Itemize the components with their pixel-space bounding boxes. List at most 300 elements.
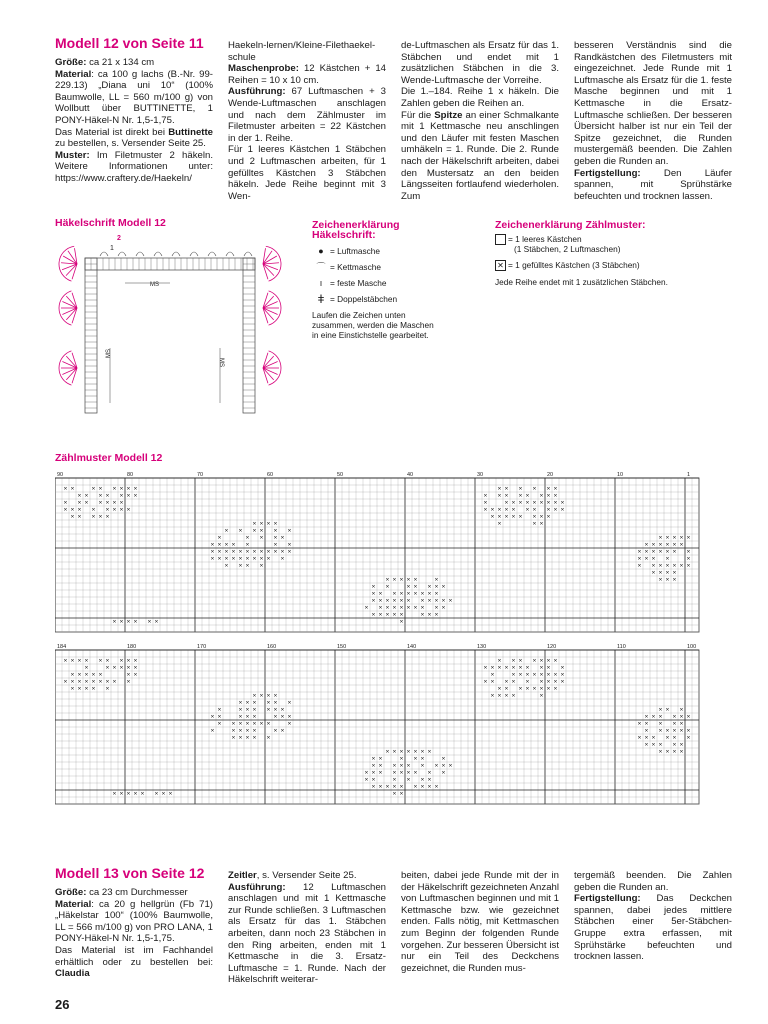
- filled-cell-mark: ×: [672, 734, 677, 742]
- filled-cell-mark: ×: [518, 657, 523, 665]
- filled-cell-mark: ×: [686, 734, 691, 742]
- filled-cell-mark: ×: [252, 734, 257, 742]
- filled-cell-mark: ×: [119, 499, 124, 507]
- filled-cell-mark: ×: [63, 499, 68, 507]
- filled-cell-mark: ×: [483, 506, 488, 514]
- filled-cell-mark: ×: [672, 562, 677, 570]
- ms-label-top: MS: [150, 282, 159, 288]
- filled-cell-mark: ×: [483, 664, 488, 672]
- filled-cell-mark: ×: [518, 513, 523, 521]
- filled-cell-mark: ×: [637, 548, 642, 556]
- filled-cell-mark: ×: [126, 671, 131, 679]
- filled-cell-mark: ×: [672, 534, 677, 542]
- filled-cell-mark: ×: [287, 548, 292, 556]
- filled-cell-mark: ×: [245, 720, 250, 728]
- filled-cell-mark: ×: [518, 492, 523, 500]
- filled-cell-mark: ×: [420, 755, 425, 763]
- filled-cell-mark: ×: [658, 727, 663, 735]
- filled-cell-mark: ×: [553, 671, 558, 679]
- filled-cell-mark: ×: [266, 706, 271, 714]
- filled-cell-mark: ×: [280, 555, 285, 563]
- filled-cell-mark: ×: [665, 555, 670, 563]
- filled-cell-mark: ×: [420, 611, 425, 619]
- filled-cell-mark: ×: [546, 657, 551, 665]
- filled-cell-mark: ×: [70, 513, 75, 521]
- filled-cell-mark: ×: [259, 562, 264, 570]
- filled-cell-mark: ×: [658, 713, 663, 721]
- filled-cell-mark: ×: [511, 513, 516, 521]
- filled-cell-mark: ×: [399, 769, 404, 777]
- filled-cell-mark: ×: [406, 590, 411, 598]
- filled-cell-mark: ×: [427, 776, 432, 784]
- filled-cell-mark: ×: [98, 485, 103, 493]
- filled-cell-mark: ×: [553, 657, 558, 665]
- filled-cell-mark: ×: [420, 776, 425, 784]
- filled-cell-mark: ×: [399, 790, 404, 798]
- haekelschrift-title: Häkelschrift Modell 12: [55, 217, 166, 229]
- filled-cell-mark: ×: [210, 548, 215, 556]
- filled-cell-mark: ×: [434, 604, 439, 612]
- filled-cell-mark: ×: [392, 776, 397, 784]
- filled-cell-mark: ×: [287, 541, 292, 549]
- filled-cell-mark: ×: [525, 499, 530, 507]
- filled-cell-mark: ×: [70, 506, 75, 514]
- filled-cell-mark: ×: [280, 534, 285, 542]
- filled-cell-mark: ×: [511, 506, 516, 514]
- filled-cell-mark: ×: [378, 769, 383, 777]
- filled-cell-mark: ×: [637, 562, 642, 570]
- filled-cell-mark: ×: [511, 678, 516, 686]
- arc-icon: ⌒: [316, 262, 326, 272]
- filled-cell-mark: ×: [672, 576, 677, 584]
- filled-cell-mark: ×: [371, 776, 376, 784]
- filled-cell-mark: ×: [644, 541, 649, 549]
- filled-cell-mark: ×: [371, 755, 376, 763]
- filled-cell-mark: ×: [259, 720, 264, 728]
- filled-cell-mark: ×: [245, 555, 250, 563]
- filled-cell-mark: ×: [483, 678, 488, 686]
- x-box-icon: ✕: [495, 260, 506, 271]
- filled-cell-mark: ×: [273, 699, 278, 707]
- filled-cell-mark: ×: [539, 492, 544, 500]
- filled-cell-mark: ×: [672, 713, 677, 721]
- zaehlmuster-top-grid: [55, 468, 703, 638]
- filled-cell-mark: ×: [238, 548, 243, 556]
- filled-cell-mark: ×: [672, 748, 677, 756]
- filled-cell-mark: ×: [399, 618, 404, 626]
- filled-cell-mark: ×: [637, 555, 642, 563]
- filled-cell-mark: ×: [217, 534, 222, 542]
- filled-cell-mark: ×: [504, 692, 509, 700]
- filled-cell-mark: ×: [546, 513, 551, 521]
- filled-cell-mark: ×: [546, 671, 551, 679]
- filled-cell-mark: ×: [511, 664, 516, 672]
- filled-cell-mark: ×: [252, 548, 257, 556]
- filled-cell-mark: ×: [63, 678, 68, 686]
- filled-cell-mark: ×: [126, 492, 131, 500]
- filled-cell-mark: ×: [70, 685, 75, 693]
- filled-cell-mark: ×: [84, 671, 89, 679]
- filled-cell-mark: ×: [266, 720, 271, 728]
- filled-cell-mark: ×: [406, 762, 411, 770]
- model13-col4: [574, 870, 732, 963]
- filled-cell-mark: ×: [539, 685, 544, 693]
- filled-cell-mark: ×: [434, 583, 439, 591]
- row-number-label: 150: [337, 644, 347, 650]
- filled-cell-mark: ×: [238, 555, 243, 563]
- filled-cell-mark: ×: [105, 513, 110, 521]
- filled-cell-mark: ×: [98, 499, 103, 507]
- filled-cell-mark: ×: [539, 692, 544, 700]
- filled-cell-mark: ×: [385, 583, 390, 591]
- filled-cell-mark: ×: [385, 604, 390, 612]
- filled-cell-mark: ×: [126, 790, 131, 798]
- empty-box-icon: [495, 234, 506, 245]
- row-number-label: 50: [337, 472, 344, 478]
- filled-cell-mark: ×: [518, 499, 523, 507]
- filled-cell-mark: ×: [112, 499, 117, 507]
- filled-cell-mark: ×: [553, 485, 558, 493]
- filled-cell-mark: ×: [252, 527, 257, 535]
- filled-cell-mark: ×: [147, 618, 152, 626]
- filled-cell-mark: ×: [546, 678, 551, 686]
- filled-cell-mark: ×: [560, 664, 565, 672]
- filled-cell-mark: ×: [224, 562, 229, 570]
- filled-cell-mark: ×: [133, 492, 138, 500]
- filled-cell-mark: ×: [546, 685, 551, 693]
- filled-cell-mark: ×: [392, 762, 397, 770]
- filled-cell-mark: ×: [252, 720, 257, 728]
- filled-cell-mark: ×: [406, 576, 411, 584]
- m13-size-line: Größe: ca 23 cm Durchmesser: [55, 887, 188, 898]
- filled-cell-mark: ×: [546, 664, 551, 672]
- filled-cell-mark: ×: [497, 685, 502, 693]
- filled-cell-mark: ×: [77, 513, 82, 521]
- filled-cell-mark: ×: [504, 685, 509, 693]
- row-number-label: 60: [267, 472, 274, 478]
- filled-cell-mark: ×: [259, 548, 264, 556]
- filled-cell-mark: ×: [112, 790, 117, 798]
- filled-cell-mark: ×: [266, 555, 271, 563]
- filled-cell-mark: ×: [91, 513, 96, 521]
- legend-item-luftmasche: ● = Luftmasche: [312, 246, 462, 256]
- filled-cell-mark: ×: [245, 713, 250, 721]
- filled-cell-mark: ×: [441, 597, 446, 605]
- filled-cell-mark: ×: [217, 713, 222, 721]
- filled-cell-mark: ×: [644, 734, 649, 742]
- page-number: 26: [55, 997, 70, 1012]
- filled-cell-mark: ×: [413, 755, 418, 763]
- filled-cell-mark: ×: [406, 769, 411, 777]
- zaehlmuster-title: Zählmuster Modell 12: [55, 452, 163, 464]
- filled-cell-mark: ×: [637, 734, 642, 742]
- filled-cell-mark: ×: [112, 678, 117, 686]
- filled-cell-mark: ×: [553, 685, 558, 693]
- filled-cell-mark: ×: [392, 590, 397, 598]
- filled-cell-mark: ×: [126, 678, 131, 686]
- filled-cell-mark: ×: [651, 713, 656, 721]
- filled-cell-mark: ×: [553, 678, 558, 686]
- filled-cell-mark: ×: [448, 762, 453, 770]
- m13-ausfuehrung-line: Ausführung: 12 Luftmaschen anschlagen und mit 1 Kettmasche zur Runde schließen. 3 Luftmaschen als Ersatz für das 1. Stäbchen arbeiten, dann noch 23 Stäbchen in den Ring arbeiten, enden mit 1 Kettmasche in die 3. Ersatz-Luftmasche = 1. Runde. Nach der Häkelschrift weiterar-: [228, 881, 386, 986]
- filled-cell-mark: ×: [651, 741, 656, 749]
- filled-cell-mark: ×: [70, 485, 75, 493]
- filled-cell-mark: ×: [161, 790, 166, 798]
- row-number-label: 110: [617, 644, 626, 650]
- filled-cell-mark: ×: [231, 548, 236, 556]
- filled-cell-mark: ×: [280, 706, 285, 714]
- filled-cell-mark: ×: [658, 576, 663, 584]
- filled-cell-mark: ×: [504, 485, 509, 493]
- size-line: Größe: ca 21 x 134 cm: [55, 57, 155, 68]
- filled-cell-mark: ×: [84, 685, 89, 693]
- filled-cell-mark: ×: [504, 506, 509, 514]
- filled-cell-mark: ×: [644, 727, 649, 735]
- filled-cell-mark: ×: [105, 678, 110, 686]
- filled-cell-mark: ×: [497, 485, 502, 493]
- filled-cell-mark: ×: [133, 657, 138, 665]
- row-number-label: 40: [407, 472, 414, 478]
- filled-cell-mark: ×: [651, 541, 656, 549]
- filled-cell-mark: ×: [497, 664, 502, 672]
- filled-cell-mark: ×: [133, 790, 138, 798]
- filled-cell-mark: ×: [126, 664, 131, 672]
- filled-cell-mark: ×: [665, 534, 670, 542]
- filled-cell-mark: ×: [273, 548, 278, 556]
- filled-cell-mark: ×: [532, 499, 537, 507]
- filled-cell-mark: ×: [98, 657, 103, 665]
- filled-cell-mark: ×: [392, 748, 397, 756]
- filled-cell-mark: ×: [399, 755, 404, 763]
- filled-cell-mark: ×: [434, 597, 439, 605]
- filled-cell-mark: ×: [238, 720, 243, 728]
- filled-cell-mark: ×: [140, 790, 145, 798]
- filled-cell-mark: ×: [651, 562, 656, 570]
- filled-cell-mark: ×: [273, 713, 278, 721]
- row-number-label: 140: [407, 644, 417, 650]
- filled-cell-mark: ×: [378, 590, 383, 598]
- filled-cell-mark: ×: [420, 597, 425, 605]
- filled-cell-mark: ×: [364, 604, 369, 612]
- filled-cell-mark: ×: [231, 720, 236, 728]
- filled-cell-mark: ×: [364, 776, 369, 784]
- filled-cell-mark: ×: [287, 527, 292, 535]
- filled-cell-mark: ×: [385, 576, 390, 584]
- filled-cell-mark: ×: [245, 534, 250, 542]
- filled-cell-mark: ×: [504, 664, 509, 672]
- filled-cell-mark: ×: [392, 597, 397, 605]
- filled-cell-mark: ×: [644, 720, 649, 728]
- filled-cell-mark: ×: [532, 485, 537, 493]
- filled-cell-mark: ×: [686, 562, 691, 570]
- filled-cell-mark: ×: [231, 734, 236, 742]
- filled-cell-mark: ×: [441, 769, 446, 777]
- filled-cell-mark: ×: [399, 783, 404, 791]
- filled-cell-mark: ×: [105, 685, 110, 693]
- filled-cell-mark: ×: [238, 713, 243, 721]
- filled-cell-mark: ×: [511, 671, 516, 679]
- model12-col1: [55, 35, 213, 185]
- filled-cell-mark: ×: [273, 534, 278, 542]
- filled-cell-mark: ×: [364, 769, 369, 777]
- row-number-label: 100: [687, 644, 697, 650]
- filled-cell-mark: ×: [77, 506, 82, 514]
- m13-material-line: Material: ca 20 g hellgrün (Fb 71) „Häkelstar 100“ (100% Baumwolle, LL = 566 m/100 g) von PRO LANA, 1 PONY-Häkel-N Nr. 1,5-1,75.: [55, 898, 213, 945]
- muster-line: Muster: Im Filetmuster 2 häkeln. Weitere Informationen unter: https://www.craftery.de/Haekeln/: [55, 149, 213, 184]
- filled-cell-mark: ×: [238, 562, 243, 570]
- filled-cell-mark: ×: [679, 562, 684, 570]
- filled-cell-mark: ×: [385, 783, 390, 791]
- filled-cell-mark: ×: [658, 748, 663, 756]
- filled-cell-mark: ×: [231, 541, 236, 549]
- legend-zaehl-title: Zeichenerklärung Zählmuster:: [495, 219, 646, 231]
- filled-cell-mark: ×: [406, 776, 411, 784]
- filled-cell-mark: ×: [385, 611, 390, 619]
- filled-cell-mark: ×: [252, 706, 257, 714]
- filled-cell-mark: ×: [399, 762, 404, 770]
- haekelschrift-diagram: [55, 228, 285, 418]
- filled-cell-mark: ×: [427, 783, 432, 791]
- filled-cell-mark: ×: [644, 741, 649, 749]
- filled-cell-mark: ×: [518, 685, 523, 693]
- filled-cell-mark: ×: [539, 513, 544, 521]
- filled-cell-mark: ×: [490, 671, 495, 679]
- filled-cell-mark: ×: [392, 604, 397, 612]
- zaehlmuster-bottom-grid: [55, 640, 703, 815]
- filled-cell-mark: ×: [399, 748, 404, 756]
- legend-item-kettmasche: ⌒ = Kettmasche: [312, 262, 462, 272]
- filled-cell-mark: ×: [70, 678, 75, 686]
- filled-cell-mark: ×: [434, 611, 439, 619]
- legend-note: Laufen die Zeichen unten zusammen, werden die Maschen in eine Einstichstelle gearbeitet.: [312, 310, 434, 340]
- wende-line: de-Luftmaschen als Ersatz für das 1. Stäbchen und endet mit 1 zusätzlichen Stäbchen in die 3. Wende-Luftmasche der Vorreihe.: [401, 40, 559, 86]
- filled-cell-mark: ×: [504, 513, 509, 521]
- filled-cell-mark: ×: [490, 692, 495, 700]
- filled-cell-mark: ×: [434, 762, 439, 770]
- filled-cell-mark: ×: [259, 527, 264, 535]
- filled-cell-mark: ×: [371, 762, 376, 770]
- filled-cell-mark: ×: [427, 583, 432, 591]
- filled-cell-mark: ×: [105, 664, 110, 672]
- filled-cell-mark: ×: [273, 706, 278, 714]
- filled-cell-mark: ×: [679, 713, 684, 721]
- filled-cell-mark: ×: [154, 618, 159, 626]
- filled-cell-mark: ×: [679, 706, 684, 714]
- filled-cell-mark: ×: [238, 699, 243, 707]
- filled-cell-mark: ×: [84, 664, 89, 672]
- filled-cell-mark: ×: [651, 555, 656, 563]
- filled-cell-mark: ×: [686, 727, 691, 735]
- filled-cell-mark: ×: [245, 699, 250, 707]
- filled-cell-mark: ×: [259, 520, 264, 528]
- round-number-2: 2: [117, 235, 121, 242]
- filled-cell-mark: ×: [658, 741, 663, 749]
- row-number-label: 80: [127, 472, 134, 478]
- filled-cell-mark: ×: [490, 513, 495, 521]
- filled-cell-mark: ×: [63, 657, 68, 665]
- filled-cell-mark: ×: [560, 506, 565, 514]
- filled-cell-mark: ×: [210, 713, 215, 721]
- filled-cell-mark: ×: [91, 678, 96, 686]
- filled-cell-mark: ×: [119, 664, 124, 672]
- filled-cell-mark: ×: [70, 657, 75, 665]
- filled-cell-mark: ×: [252, 727, 257, 735]
- filled-cell-mark: ×: [378, 597, 383, 605]
- filled-cell-mark: ×: [231, 727, 236, 735]
- row-number-label: 120: [547, 644, 557, 650]
- filled-cell-mark: ×: [658, 541, 663, 549]
- filled-cell-mark: ×: [665, 706, 670, 714]
- filled-cell-mark: ×: [686, 548, 691, 556]
- filled-cell-mark: ×: [560, 499, 565, 507]
- filled-cell-mark: ×: [658, 562, 663, 570]
- filled-cell-mark: ×: [273, 727, 278, 735]
- filled-cell-mark: ×: [532, 657, 537, 665]
- model13-heading: Modell 13 von Seite 12: [55, 865, 205, 881]
- filled-cell-mark: ×: [105, 506, 110, 514]
- filled-cell-mark: ×: [504, 678, 509, 686]
- filled-cell-mark: ×: [525, 506, 530, 514]
- filled-cell-mark: ×: [217, 720, 222, 728]
- filled-cell-mark: ×: [287, 713, 292, 721]
- filled-cell-mark: ×: [91, 506, 96, 514]
- m13-fertigstellung-line: Fertigstellung: Das Deckchen spannen, dabei jedes mittlere Stäbchen einer 5er-Stäbchen-Gruppe extra erfassen, mit Sprühstärke befeuchten und trocknen lassen.: [574, 893, 732, 963]
- filled-cell-mark: ×: [105, 499, 110, 507]
- filled-cell-mark: ×: [518, 664, 523, 672]
- filled-cell-mark: ×: [287, 720, 292, 728]
- row-number-label: 10: [617, 472, 624, 478]
- filled-cell-mark: ×: [399, 604, 404, 612]
- filled-cell-mark: ×: [245, 541, 250, 549]
- filled-cell-mark: ×: [651, 569, 656, 577]
- legend-item-x-box: ✕ = 1 gefülltes Kästchen (3 Stäbchen): [495, 260, 725, 271]
- row-number-label: 30: [477, 472, 484, 478]
- filled-cell-mark: ×: [371, 590, 376, 598]
- fertigstellung-line: Fertigstellung: Den Läufer spannen, mit Sprühstärke befeuchten und trocknen lassen.: [574, 167, 732, 202]
- filled-cell-mark: ×: [378, 755, 383, 763]
- filled-cell-mark: ×: [427, 590, 432, 598]
- randkaestchen-text: besseren Verständnis sind die Randkästchen des Filetmusters mit eingezeichnet. Jede Runde mit 1 Luftmasche als Ersatz für die 1. feste Masche beginnen und mit 1 Kettmasche in die Ersatz-Luftmasche schließen. Der besseren Übersicht halber ist nur ein Teil der Spitze gezeichnet, die Runden mustergemäß beenden. Die Zahlen geben die Runden an.: [574, 40, 732, 167]
- filled-cell-mark: ×: [686, 555, 691, 563]
- filled-cell-mark: ×: [679, 541, 684, 549]
- filled-cell-mark: ×: [413, 748, 418, 756]
- filled-cell-mark: ×: [105, 492, 110, 500]
- filled-cell-mark: ×: [133, 485, 138, 493]
- filled-cell-mark: ×: [252, 692, 257, 700]
- filled-cell-mark: ×: [672, 548, 677, 556]
- maschenprobe-line: Maschenprobe: 12 Kästchen + 14 Reihen = 10 x 10 cm.: [228, 63, 386, 86]
- model12-col3: [401, 40, 559, 202]
- filled-cell-mark: ×: [224, 527, 229, 535]
- filled-cell-mark: ×: [280, 713, 285, 721]
- filled-cell-mark: ×: [238, 734, 243, 742]
- filled-cell-mark: ×: [644, 555, 649, 563]
- filled-cell-mark: ×: [434, 576, 439, 584]
- filled-cell-mark: ×: [392, 769, 397, 777]
- reihen-line: Die 1.–184. Reihe 1 x häkeln. Die Zahlen geben die Reihen an.: [401, 86, 559, 109]
- filled-cell-mark: ×: [560, 678, 565, 686]
- spitze-line: Für die Spitze an einer Schmalkante mit 1 Kettmasche neu anschlingen und den Läufer mit festen Maschen umhäkeln = 1. Runde. Die 2. Runde nach der Häkelschrift arbeiten, dabei den Mustersatz an den beiden Längsseiten fortlaufend wiederholen. Zum: [401, 109, 559, 202]
- filled-cell-mark: ×: [658, 720, 663, 728]
- filled-cell-mark: ×: [126, 618, 131, 626]
- row-number-label: 90: [57, 472, 64, 478]
- filled-cell-mark: ×: [245, 706, 250, 714]
- filled-cell-mark: ×: [217, 548, 222, 556]
- filled-cell-mark: ×: [63, 506, 68, 514]
- filled-cell-mark: ×: [280, 548, 285, 556]
- filled-cell-mark: ×: [77, 492, 82, 500]
- legend-haekelschrift: [312, 220, 462, 340]
